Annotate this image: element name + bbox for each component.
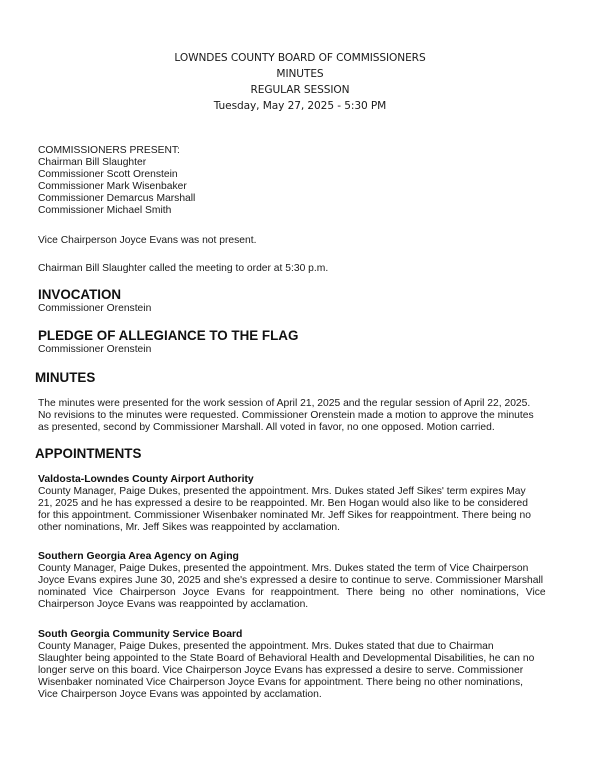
appointment-line: nominated Vice Chairperson Joyce Evans for reappointment. There being no other nominations, Vice [38, 587, 546, 598]
attendee: Chairman Bill Slaughter [38, 157, 147, 168]
pledge-heading: PLEDGE OF ALLEGIANCE TO THE FLAG [38, 328, 299, 343]
appointments-section [35, 446, 564, 462]
minutes-line: as presented, second by Commissioner Marshall. All voted in favor, no one opposed. Motion carried. [38, 422, 495, 433]
appointment-line: 21, 2025 and he has expressed a desire to be reappointed. Mr. Ben Hogan would also like to be considered [38, 498, 529, 509]
minutes-line: The minutes were presented for the work session of April 21, 2025 and the regular session of April 22, 2025. [38, 398, 531, 409]
minutes-heading: MINUTES [35, 370, 96, 385]
attendance-title: COMMISSIONERS PRESENT: [38, 145, 180, 156]
appointment-title: Southern Georgia Area Agency on Aging [38, 551, 239, 562]
appointment-line: Wisenbaker nominated Vice Chairperson Joyce Evans for appointment. There being no other nominations, [38, 677, 523, 688]
appointment-title: Valdosta-Lowndes County Airport Authority [38, 474, 254, 485]
call-to-order [38, 263, 564, 275]
minutes-paragraph [38, 398, 564, 434]
appointment-line: for this appointment. Commissioner Wisenbaker nominated Mr. Jeff Sikes for reappointment. There being no [38, 510, 531, 521]
invocation-by: Commissioner Orenstein [38, 303, 152, 314]
appointment-line: Joyce Evans expires June 30, 2025 and she's expressed a desire to continue to serve. Commissioner Marshall [38, 575, 544, 586]
appointment-line: County Manager, Paige Dukes, presented the appointment. Mrs. Dukes stated Jeff Sikes' term expires May [38, 486, 526, 497]
minutes-section [35, 370, 564, 434]
appointments-heading: APPOINTMENTS [35, 446, 142, 461]
appointment-title: South Georgia Community Service Board [38, 629, 243, 640]
appointment-item [38, 474, 564, 534]
appointment-line: Slaughter being appointed to the State Board of Behavioral Health and Developmental Disabilities, he can no [38, 653, 535, 664]
invocation-heading: INVOCATION [38, 287, 122, 302]
pledge-section [38, 328, 564, 356]
attendee: Commissioner Mark Wisenbaker [38, 181, 187, 192]
header-doc-type: MINUTES [276, 68, 324, 80]
appointment-line: County Manager, Paige Dukes, presented the appointment. Mrs. Dukes stated the term of Vice Chairperson [38, 563, 529, 574]
header-session: REGULAR SESSION [250, 84, 350, 96]
minutes-line: No revisions to the minutes were requested. Commissioner Orenstein made a motion to approve the minutes [38, 410, 534, 421]
absent-note-text: Vice Chairperson Joyce Evans was not present. [38, 235, 257, 246]
header-date: Tuesday, May 27, 2025 - 5:30 PM [213, 100, 387, 112]
attendee: Commissioner Scott Orenstein [38, 169, 178, 180]
appointment-line: Chairperson Joyce Evans was reappointed by acclamation. [38, 599, 309, 610]
pledge-by: Commissioner Orenstein [38, 344, 152, 355]
appointment-line: longer serve on this board. Vice Chairperson Joyce Evans has expressed a desire to serve. Commissioner [38, 665, 524, 676]
appointment-line: other nominations, Mr. Jeff Sikes was reappointed by acclamation. [38, 522, 341, 533]
invocation-section [38, 287, 564, 315]
appointment-item [38, 629, 564, 701]
absent-note [38, 235, 564, 247]
appointment-line: Vice Chairperson Joyce Evans was appointed by acclamation. [38, 689, 322, 700]
document-header [0, 50, 600, 114]
appointment-item [38, 551, 564, 611]
attendee: Commissioner Michael Smith [38, 205, 172, 216]
header-org: LOWNDES COUNTY BOARD OF COMMISSIONERS [174, 52, 426, 64]
attendance-list [38, 145, 564, 217]
appointment-line: County Manager, Paige Dukes, presented the appointment. Mrs. Dukes stated that due to Chairman [38, 641, 494, 652]
attendee: Commissioner Demarcus Marshall [38, 193, 196, 204]
call-to-order-text: Chairman Bill Slaughter called the meeting to order at 5:30 p.m. [38, 263, 329, 274]
